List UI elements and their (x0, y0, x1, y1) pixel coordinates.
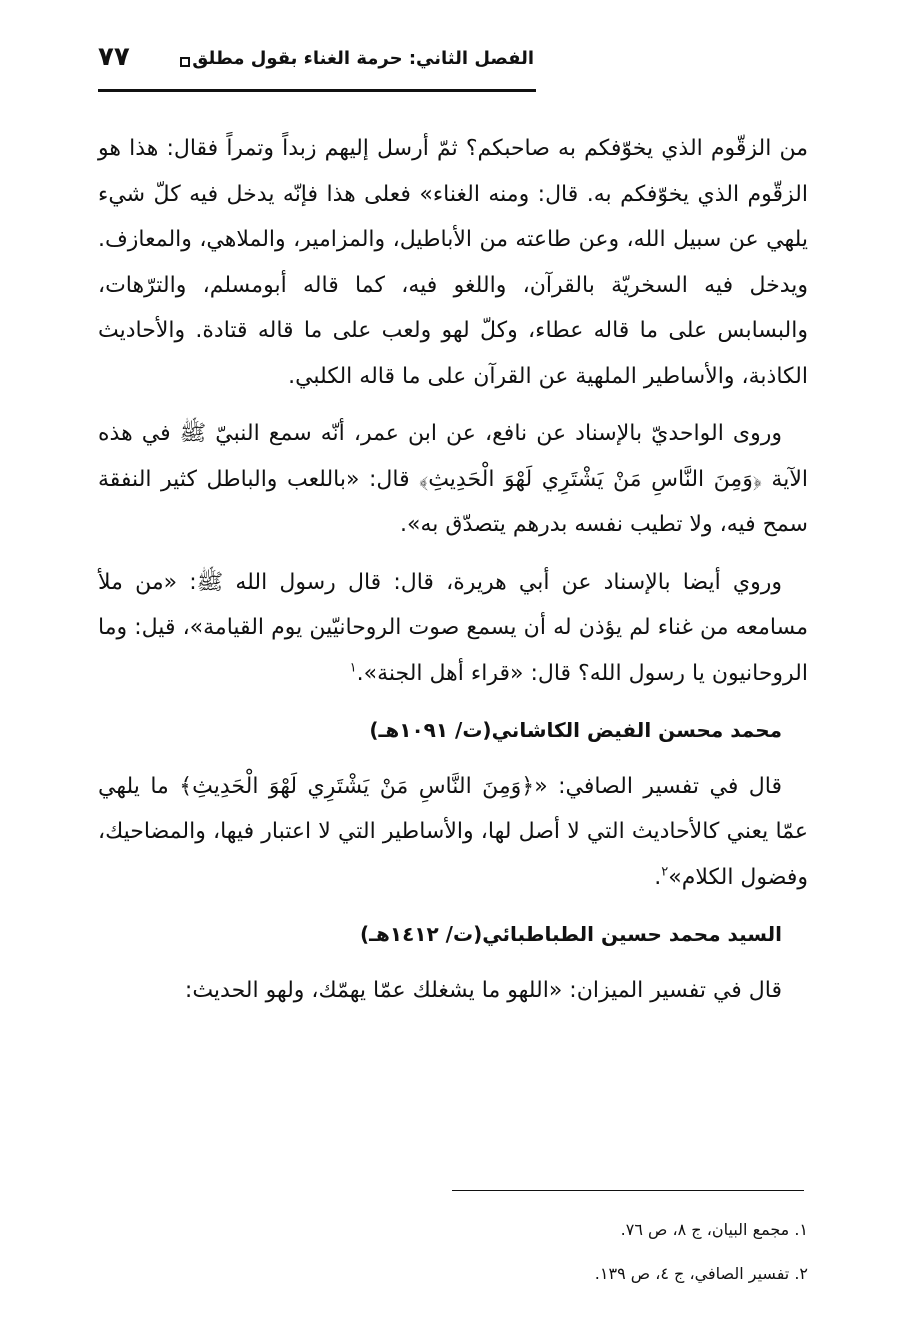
paragraph-3 (98, 560, 808, 697)
main-text (98, 126, 808, 1025)
section-heading-tabatabai: السيد محمد حسين الطباطبائي(ت/ ١٤١٢هـ) (360, 922, 782, 946)
footnote-ref-1: ١ (349, 660, 357, 676)
paragraph-3-text: وروي أيضا بالإسناد عن أبي هريرة، قال: قال رسول الله ﷺ: «من ملأ مسامعه من غناء لم يؤذن له أن يسمع صوت الروحانيّين يوم القيامة»، قيل: وما الروحانيون يا رسول الله؟ قال: «قراء أهل الجنة». (98, 569, 808, 686)
footnote-2: ٢. تفسير الصافي، ج ٤، ص ١٣٩. (594, 1264, 808, 1283)
header-rule (98, 89, 536, 92)
running-header (98, 38, 534, 90)
paragraph-2: وروى الواحديّ بالإسناد عن نافع، عن ابن عمر، أنّه سمع النبيّ ﷺ في هذه الآية ﴿وَمِنَ النَّاسِ مَنْ يَشْتَرِي لَهْوَ الْحَدِيثِ﴾ قال: «باللعب والباطل كثير النفقة سمح فيه، ولا تطيب نفسه بدرهم يتصدّق به». (98, 421, 808, 537)
paragraph-1: من الزقّوم الذي يخوّفكم به صاحبكم؟ ثمّ أرسل إليهم زبداً وتمراً فقال: هذا هو الزقّوم الذي يخوّفكم به. قال: ومنه الغناء» فعلى هذا فإنّه يدخل فيه كلّ شيء يلهي عن سبيل الله، وعن طاعته من الأباطيل، والمزامير، والملاهي، والمعازف. ويدخل فيه السخريّة بالقرآن، واللغو فيه، كما قاله أبومسلم، والترّهات، والبسابس على ما قاله عطاء، وكلّ لهو ولعب على ما قاله قتادة. والأحاديث الكاذبة، والأساطير الملهية عن القرآن على ما قاله الكلبي. (98, 136, 808, 389)
page-number: ٧٧ (98, 42, 130, 72)
footnote-rule (452, 1190, 804, 1191)
paragraph-5: قال في تفسير الميزان: «اللهو ما يشغلك عمّا يهمّك، ولهو الحديث: (184, 977, 782, 1003)
footnotes (98, 1208, 808, 1296)
footnote-1: ١. مجمع البيان، ج ٨، ص ٧٦. (620, 1220, 808, 1239)
chapter-title: الفصل الثاني: حرمة الغناء بقول مطلق (192, 48, 534, 69)
section-heading-kashani: محمد محسن الفيض الكاشاني(ت/ ١٠٩١هـ) (369, 718, 782, 742)
footnote-ref-2: ٢ (661, 864, 669, 880)
paragraph-4-text: قال في تفسير الصافي: «﴿وَمِنَ النَّاسِ مَنْ يَشْتَرِي لَهْوَ الْحَدِيثِ﴾ ما يلهي عمّا يعني كالأحاديث التي لا أصل لها، والأساطير التي لا اعتبار فيها، والمضاحيك، وفضول الكلام» (98, 773, 808, 890)
square-ornament-icon (180, 57, 190, 67)
paragraph-4: قال في تفسير الصافي: «﴿وَمِنَ النَّاسِ مَنْ يَشْتَرِي لَهْوَ الْحَدِيثِ﴾ ما يلهي عمّا يعني كالأحاديث التي لا أصل لها، والأساطير التي لا اعتبار فيها، والمضاحيك، وفضول الكلام»$^٢$. (98, 773, 808, 890)
